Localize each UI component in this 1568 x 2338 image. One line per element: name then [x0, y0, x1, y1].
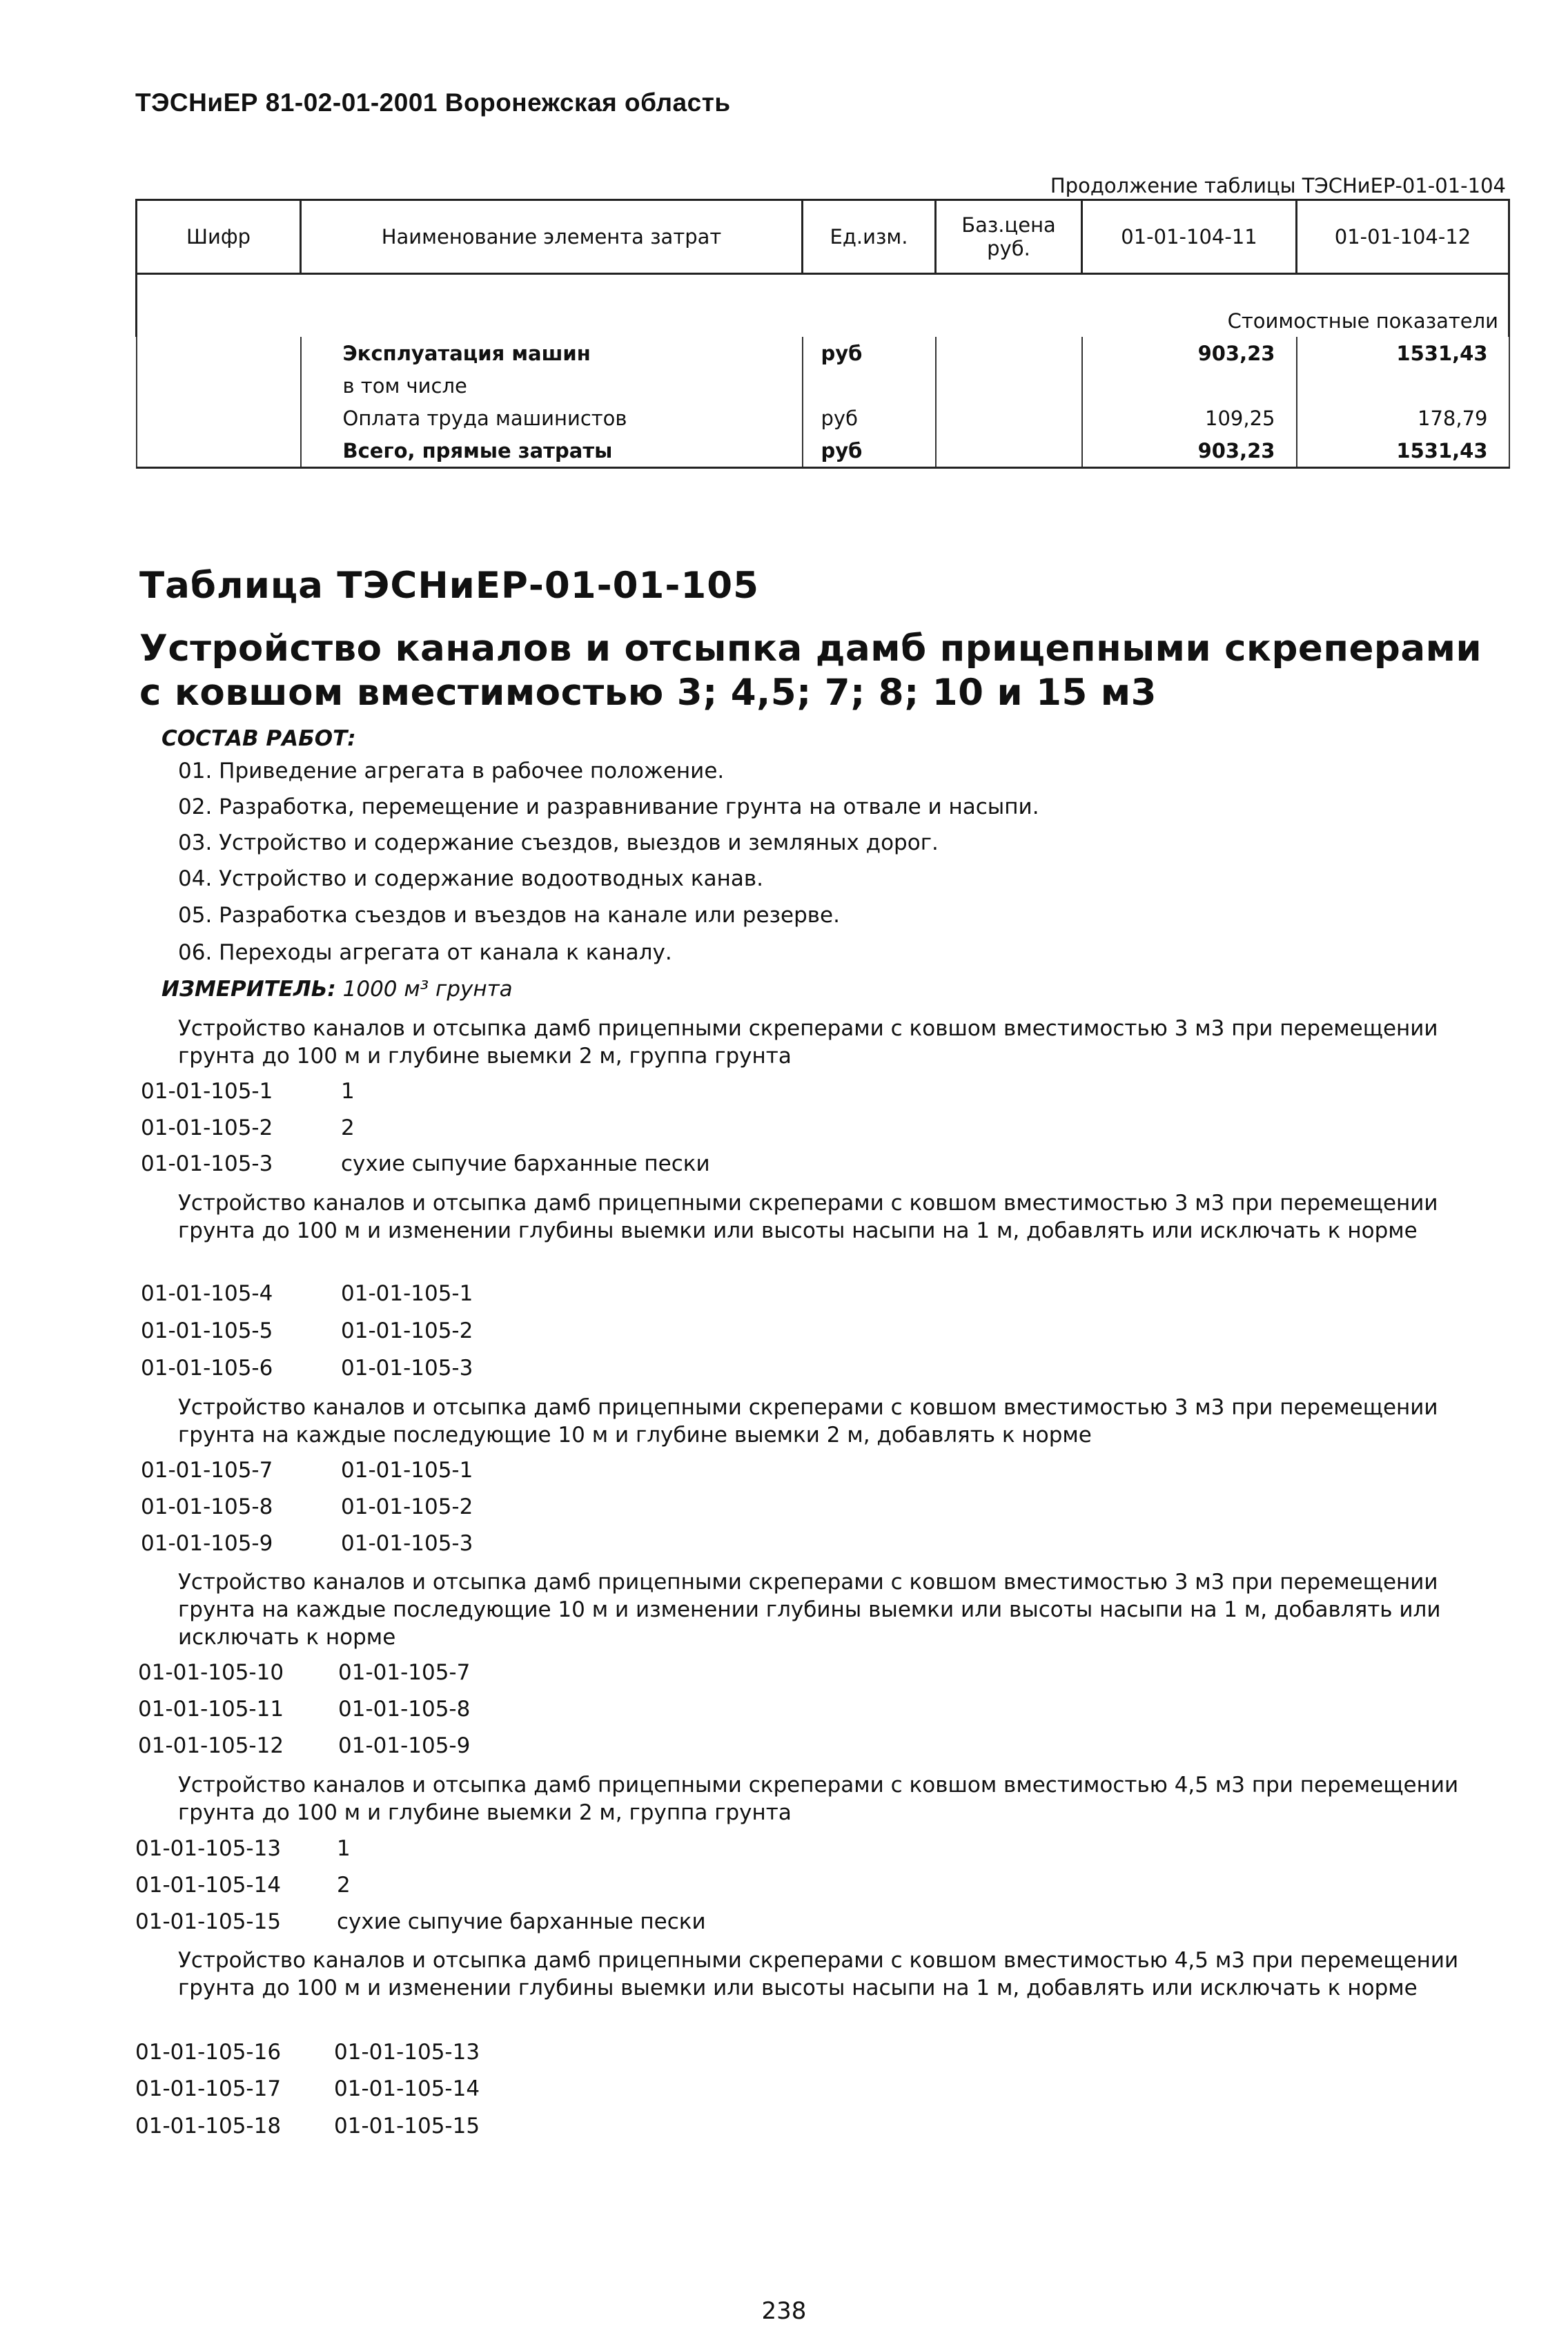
norm-code: 01-01-105-7	[141, 1458, 273, 1483]
norm-value: 01-01-105-3	[341, 1356, 473, 1381]
page-number: 238	[761, 2297, 807, 2325]
norm-code: 01-01-105-16	[135, 2040, 282, 2065]
norm-code: 01-01-105-5	[141, 1318, 273, 1343]
norm-value: 1	[337, 1836, 351, 1861]
row-value-col1: 903,23	[1082, 434, 1297, 468]
norm-code: 01-01-105-17	[135, 2076, 282, 2101]
norm-value: 2	[341, 1116, 355, 1140]
header-code: Шифр	[137, 200, 301, 274]
norm-value: 01-01-105-7	[338, 1660, 471, 1685]
table-title: Таблица ТЭСНиЕР-01-01-105	[139, 565, 759, 607]
table-row	[137, 402, 1509, 434]
group-description: Устройство каналов и отсыпка дамб прицепными скреперами с ковшом вместимостью 3 м3 при перемещении грунта на каждые последующие 10 м и изменении глубины выемки или высоты насыпи на 1 м, добавлять или исключать к норме	[178, 1570, 1441, 1650]
norm-value: 01-01-105-14	[334, 2076, 480, 2101]
work-item: 02. Разработка, перемещение и разравнивание грунта на отвале и насыпи.	[178, 795, 1039, 819]
norm-code: 01-01-105-13	[135, 1836, 282, 1861]
header-base-price: Баз.цена руб.	[936, 200, 1082, 274]
norm-code: 01-01-105-6	[141, 1356, 273, 1381]
row-value-col1: 109,25	[1082, 402, 1297, 434]
norm-code: 01-01-105-15	[135, 1909, 282, 1934]
row-name: в том числе	[301, 369, 803, 402]
row-unit: руб	[803, 337, 936, 369]
cost-table-subtitle-row	[137, 274, 1509, 338]
row-name: Всего, прямые затраты	[301, 434, 803, 468]
row-value-col2: 1531,43	[1297, 337, 1509, 369]
table-row	[137, 369, 1509, 402]
norm-value: 01-01-105-1	[341, 1458, 473, 1483]
header-col1: 01-01-104-11	[1082, 200, 1297, 274]
row-value-col1: 903,23	[1082, 337, 1297, 369]
work-item: 05. Разработка съездов и въездов на канале или резерве.	[178, 903, 840, 928]
group-description: Устройство каналов и отсыпка дамб прицепными скреперами с ковшом вместимостью 3 м3 при перемещении грунта до 100 м и глубине выемки 2 м, группа грунта	[178, 1016, 1438, 1069]
header-name: Наименование элемента затрат	[301, 200, 803, 274]
row-name: Эксплуатация машин	[301, 337, 803, 369]
norm-code: 01-01-105-3	[141, 1151, 273, 1176]
continuation-caption: Продолжение таблицы ТЭСНиЕР-01-01-104	[1050, 174, 1506, 197]
norm-code: 01-01-105-2	[141, 1116, 273, 1140]
document-header: ТЭСНиЕР 81-02-01-2001 Воронежская область	[135, 88, 731, 117]
work-item: 06. Переходы агрегата от канала к каналу.	[178, 940, 672, 965]
norm-code: 01-01-105-11	[138, 1697, 284, 1722]
group-description: Устройство каналов и отсыпка дамб прицепными скреперами с ковшом вместимостью 4,5 м3 при перемещении грунта до 100 м и изменении глубины выемки или высоты насыпи на 1 м, добавлять или исключать к норме	[178, 1948, 1459, 2000]
table-row	[137, 337, 1509, 369]
norm-value: 01-01-105-2	[341, 1494, 473, 1519]
measurer-value: 1000 м³ грунта	[342, 977, 513, 1002]
row-unit: руб	[803, 434, 936, 468]
works-heading: СОСТАВ РАБОТ:	[161, 726, 356, 751]
work-item: 04. Устройство и содержание водоотводных канав.	[178, 866, 763, 891]
cost-table	[135, 199, 1510, 469]
group-description: Устройство каналов и отсыпка дамб прицепными скреперами с ковшом вместимостью 3 м3 при перемещении грунта до 100 м и изменении глубины выемки или высоты насыпи на 1 м, добавлять или исключать к норме	[178, 1191, 1438, 1243]
norm-value: 01-01-105-3	[341, 1531, 473, 1556]
row-unit	[803, 369, 936, 402]
norm-code: 01-01-105-8	[141, 1494, 273, 1519]
measurer-label: ИЗМЕРИТЕЛЬ:	[161, 977, 336, 1002]
norm-value: 01-01-105-1	[341, 1281, 473, 1306]
norm-code: 01-01-105-18	[135, 2114, 282, 2139]
norm-code: 01-01-105-4	[141, 1281, 273, 1306]
norm-value: 01-01-105-15	[334, 2114, 480, 2139]
header-col2: 01-01-104-12	[1297, 200, 1509, 274]
norm-value: 2	[337, 1873, 351, 1898]
norm-value: 01-01-105-13	[334, 2040, 480, 2065]
row-value-col2	[1297, 369, 1509, 402]
norm-value: 01-01-105-9	[338, 1733, 471, 1758]
norm-value: 1	[341, 1079, 355, 1104]
work-item: 01. Приведение агрегата в рабочее положение.	[178, 759, 725, 783]
table-description: Устройство каналов и отсыпка дамб прицепными скреперами с ковшом вместимостью 3; 4,5; 7; 8; 10 и 15 м3	[139, 627, 1482, 714]
group-description: Устройство каналов и отсыпка дамб прицепными скреперами с ковшом вместимостью 4,5 м3 при перемещении грунта до 100 м и глубине выемки 2 м, группа грунта	[178, 1773, 1459, 1825]
row-value-col2: 1531,43	[1297, 434, 1509, 468]
row-unit: руб	[803, 402, 936, 434]
header-unit: Ед.изм.	[803, 200, 936, 274]
norm-value: 01-01-105-8	[338, 1697, 471, 1722]
norm-value: 01-01-105-2	[341, 1318, 473, 1343]
norm-code: 01-01-105-1	[141, 1079, 273, 1104]
table-row	[137, 434, 1509, 468]
cost-table-subtitle: Стоимостные показатели	[137, 274, 1509, 338]
norm-code: 01-01-105-9	[141, 1531, 273, 1556]
row-value-col1	[1082, 369, 1297, 402]
norm-value: сухие сыпучие барханные пески	[341, 1151, 710, 1176]
measurer	[161, 977, 513, 1002]
cost-table-header	[137, 200, 1509, 274]
row-value-col2: 178,79	[1297, 402, 1509, 434]
norm-value: сухие сыпучие барханные пески	[337, 1909, 706, 1934]
work-item: 03. Устройство и содержание съездов, выездов и земляных дорог.	[178, 830, 939, 855]
norm-code: 01-01-105-14	[135, 1873, 282, 1898]
norm-code: 01-01-105-10	[138, 1660, 284, 1685]
norm-code: 01-01-105-12	[138, 1733, 284, 1758]
group-description: Устройство каналов и отсыпка дамб прицепными скреперами с ковшом вместимостью 3 м3 при перемещении грунта на каждые последующие 10 м и глубине выемки 2 м, добавлять к норме	[178, 1395, 1438, 1448]
row-name: Оплата труда машинистов	[301, 402, 803, 434]
